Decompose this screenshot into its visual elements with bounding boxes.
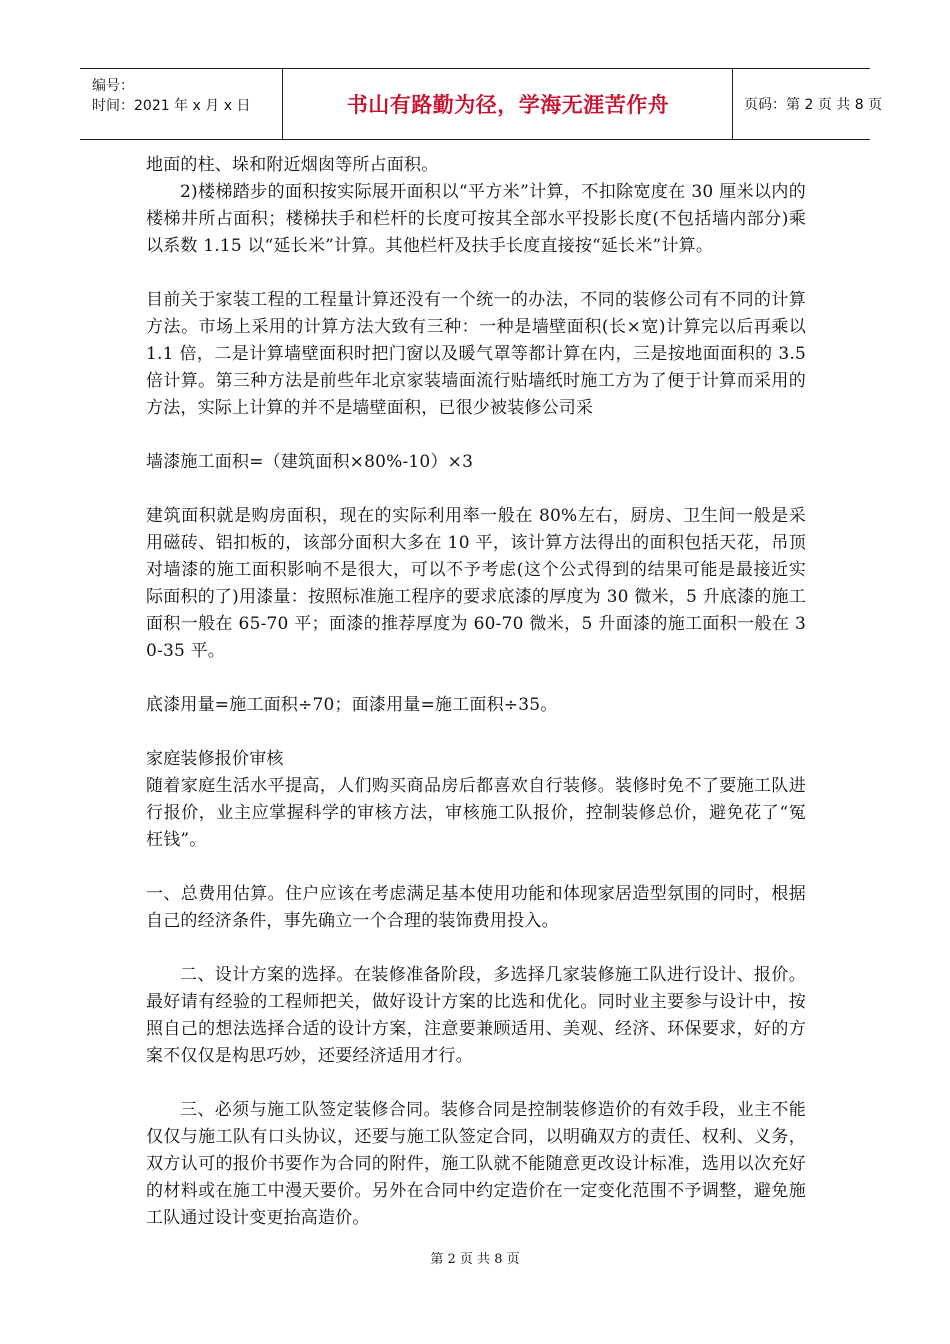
page-info: 页码：第 2 页 共 8 页 [744, 97, 883, 113]
number-label: 编号： [92, 78, 134, 94]
document-body [146, 152, 806, 1232]
header-meta-cell [80, 69, 283, 139]
paragraph-8: 随着家庭生活水平提高，人们购买商品房后都喜欢自行装修。装修时免不了要施工队进行报价，业主应掌握科学的审核方法，审核施工队报价，控制装修总价，避免花了“冤枉钱”。 [146, 776, 806, 850]
paragraph-11: 三、必须与施工队签定装修合同。装修合同是控制装修造价的有效手段，业主不能仅仅与施工队有口头协议，还要与施工队签定合同，以明确双方的责任、权利、义务，双方认可的报价书要作为合同的附件，施工队就不能随意更改设计标准，选用以次充好的材料或在施工中漫天要价。另外在合同中约定造价在一定变化范围不予调整，避免施工队通过设计变更抬高造价。 [146, 1100, 806, 1228]
paragraph-9: 一、总费用估算。住户应该在考虑满足基本使用功能和体现家居造型氛围的同时，根据自己的经济条件，事先确立一个合理的装饰费用投入。 [146, 884, 806, 931]
header-motto-cell [284, 69, 733, 139]
formula-wall-paint: 墙漆施工面积=（建筑面积×80%-10）×3 [146, 452, 474, 472]
motto-text: 书山有路勤为径，学海无涯苦作舟 [346, 93, 670, 117]
paragraph-5: 建筑面积就是购房面积，现在的实际利用率一般在 80%左右，厨房、卫生间一般是采用磁砖、铝扣板的，该部分面积大多在 10 平，该计算方法得出的面积包括天花，吊顶对墙漆的施工面积影响不是很大，可以不予考虑(这个公式得到的结果可能是最接近实际面积的了)用漆量：按照标准施工程序的要求底漆的厚度为 30 微米，5 升底漆的施工面积一般在 65-70 平；面漆的推荐厚度为 60-70 微米，5 升面漆的施工面积一般在 30-35 平。 [146, 506, 806, 661]
paragraph-2: 2)楼梯踏步的面积按实际展开面积以“平方米”计算，不扣除宽度在 30 厘米以内的楼梯井所占面积；楼梯扶手和栏杆的长度可按其全部水平投影长度(不包括墙内部分)乘以系数 1.15 以“延长米”计算。其他栏杆及扶手长度直接按“延长米”计算。 [146, 182, 806, 256]
formula-paint-usage: 底漆用量=施工面积÷70；面漆用量=施工面积÷35。 [146, 695, 558, 715]
paragraph-10: 二、设计方案的选择。在装修准备阶段，多选择几家装修施工队进行设计、报价。最好请有经验的工程师把关，做好设计方案的比选和优化。同时业主要参与设计中，按照自己的想法选择合适的设计方案，注意要兼顾适用、美观、经济、环保要求，好的方案不仅仅是构思巧妙，还要经济适用才行。 [146, 965, 806, 1066]
page-footer: 第 2 页 共 8 页 [430, 1252, 520, 1267]
header-page-cell [734, 69, 883, 139]
paragraph-1: 地面的柱、垛和附近烟囱等所占面积。 [146, 155, 439, 175]
time-label: 时间：2021 年 x 月 x 日 [92, 98, 251, 114]
paragraph-3: 目前关于家装工程的工程量计算还没有一个统一的办法，不同的装修公司有不同的计算方法。市场上采用的计算方法大致有三种：一种是墙壁面积(长×宽)计算完以后再乘以 1.1 倍，二是计算墙壁面积时把门窗以及暖气罩等都计算在内，三是按地面面积的 3.5 倍计算。第三种方法是前些年北京家装墙面流行贴墙纸时施工方为了便于计算而采用的方法，实际上计算的并不是墙壁面积，已很少被装修公司采 [146, 290, 806, 418]
page-header [80, 68, 883, 140]
section-heading: 家庭装修报价审核 [146, 749, 284, 769]
